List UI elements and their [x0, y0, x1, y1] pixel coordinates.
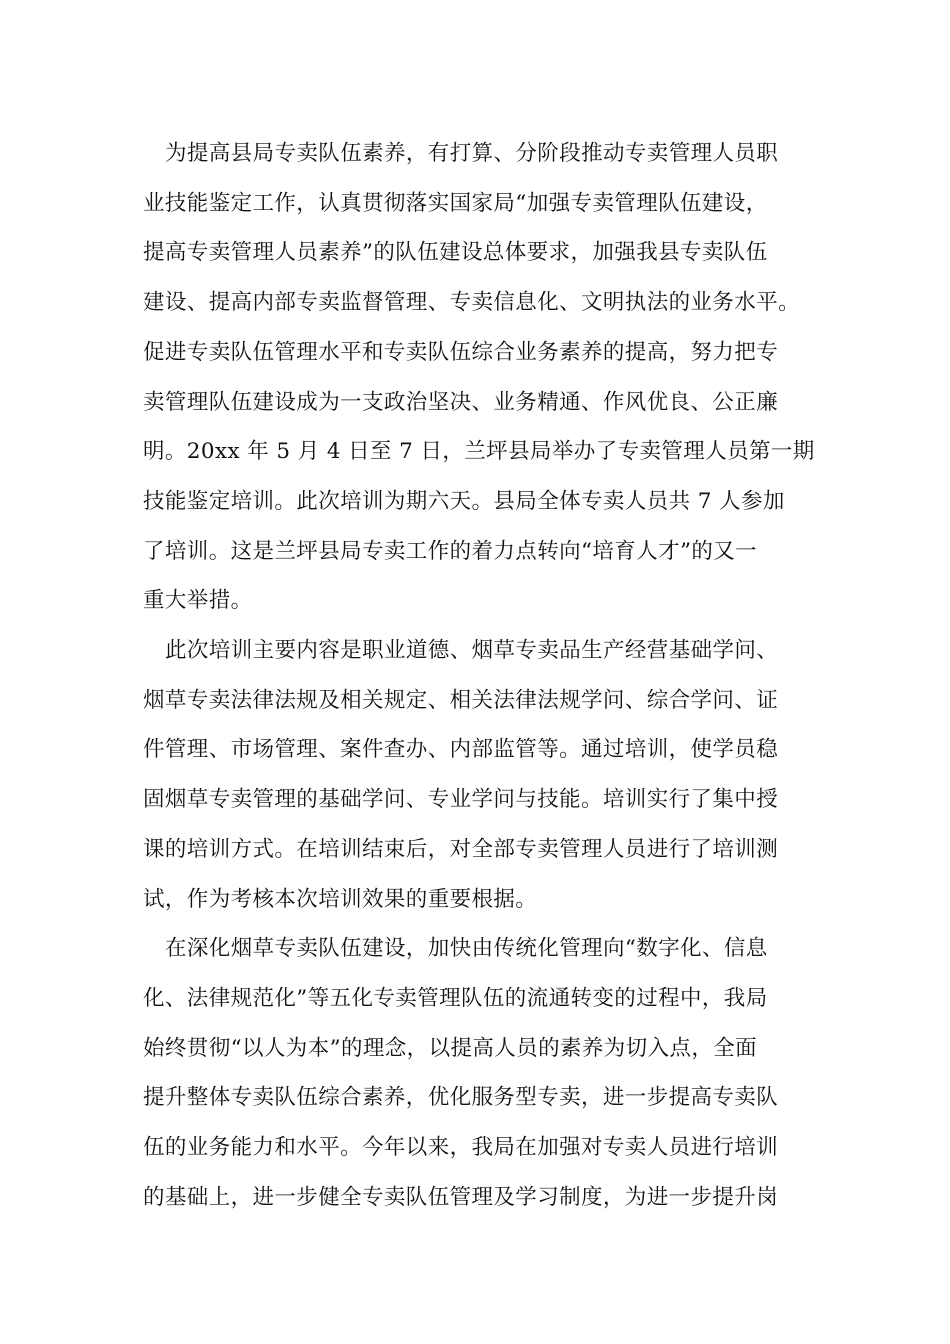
text-line: 化、法律规范化”等五化专卖管理队伍的流通转变的过程中，我局 — [143, 985, 768, 1011]
paragraph-2 — [143, 626, 819, 924]
text-line: 明。20xx 年 5 月 4 日至 7 日，兰坪县局举办了专卖管理人员第一期 — [143, 439, 815, 465]
text-line: 固烟草专卖管理的基础学问、专业学问与技能。培训实行了集中授 — [143, 787, 779, 813]
text-line: 建设、提高内部专卖监督管理、专卖信息化、文明执法的业务水平。 — [143, 290, 801, 316]
text-line: 技能鉴定培训。此次培训为期六天。县局全体专卖人员共 7 人参加 — [143, 488, 785, 514]
text-line: 件管理、市场管理、案件查办、内部监管等。通过培训，使学员稳 — [143, 737, 779, 763]
document-body — [143, 129, 819, 1222]
text-line: 提高专卖管理人员素养”的队伍建设总体要求，加强我县专卖队伍 — [143, 240, 768, 266]
text-line: 提升整体专卖队伍综合素养，优化服务型专卖，进一步提高专卖队 — [143, 1085, 779, 1111]
text-line: 卖管理队伍建设成为一支政治坚决、业务精通、作风优良、公正廉 — [143, 389, 779, 415]
paragraph-3 — [143, 924, 819, 1222]
text-line: 始终贯彻“以人为本”的理念，以提高人员的素养为切入点，全面 — [143, 1035, 758, 1061]
text-line: 促进专卖队伍管理水平和专卖队伍综合业务素养的提高，努力把专 — [143, 339, 779, 365]
paragraph-1 — [143, 129, 819, 626]
text-line: 试，作为考核本次培训效果的重要根据。 — [143, 886, 538, 912]
text-line: 了培训。这是兰坪县局专卖工作的着力点转向“培育人才”的又一 — [143, 538, 758, 564]
text-line: 的基础上，进一步健全专卖队伍管理及学习制度，为进一步提升岗 — [143, 1184, 779, 1210]
text-line: 伍的业务能力和水平。今年以来，我局在加强对专卖人员进行培训 — [143, 1135, 779, 1161]
text-line: 烟草专卖法律法规及相关规定、相关法律法规学问、综合学问、证 — [143, 687, 779, 713]
text-line: 课的培训方式。在培训结束后，对全部专卖管理人员进行了培训测 — [143, 836, 779, 862]
text-line: 业技能鉴定工作，认真贯彻落实国家局“加强专卖管理队伍建设， — [143, 190, 768, 216]
text-line: 重大举措。 — [143, 588, 253, 614]
text-line: 此次培训主要内容是职业道德、烟草专卖品生产经营基础学问、 — [165, 638, 779, 664]
text-line: 为提高县局专卖队伍素养，有打算、分阶段推动专卖管理人员职 — [165, 141, 779, 166]
text-line: 在深化烟草专卖队伍建设，加快由传统化管理向“数字化、信息 — [165, 936, 768, 962]
